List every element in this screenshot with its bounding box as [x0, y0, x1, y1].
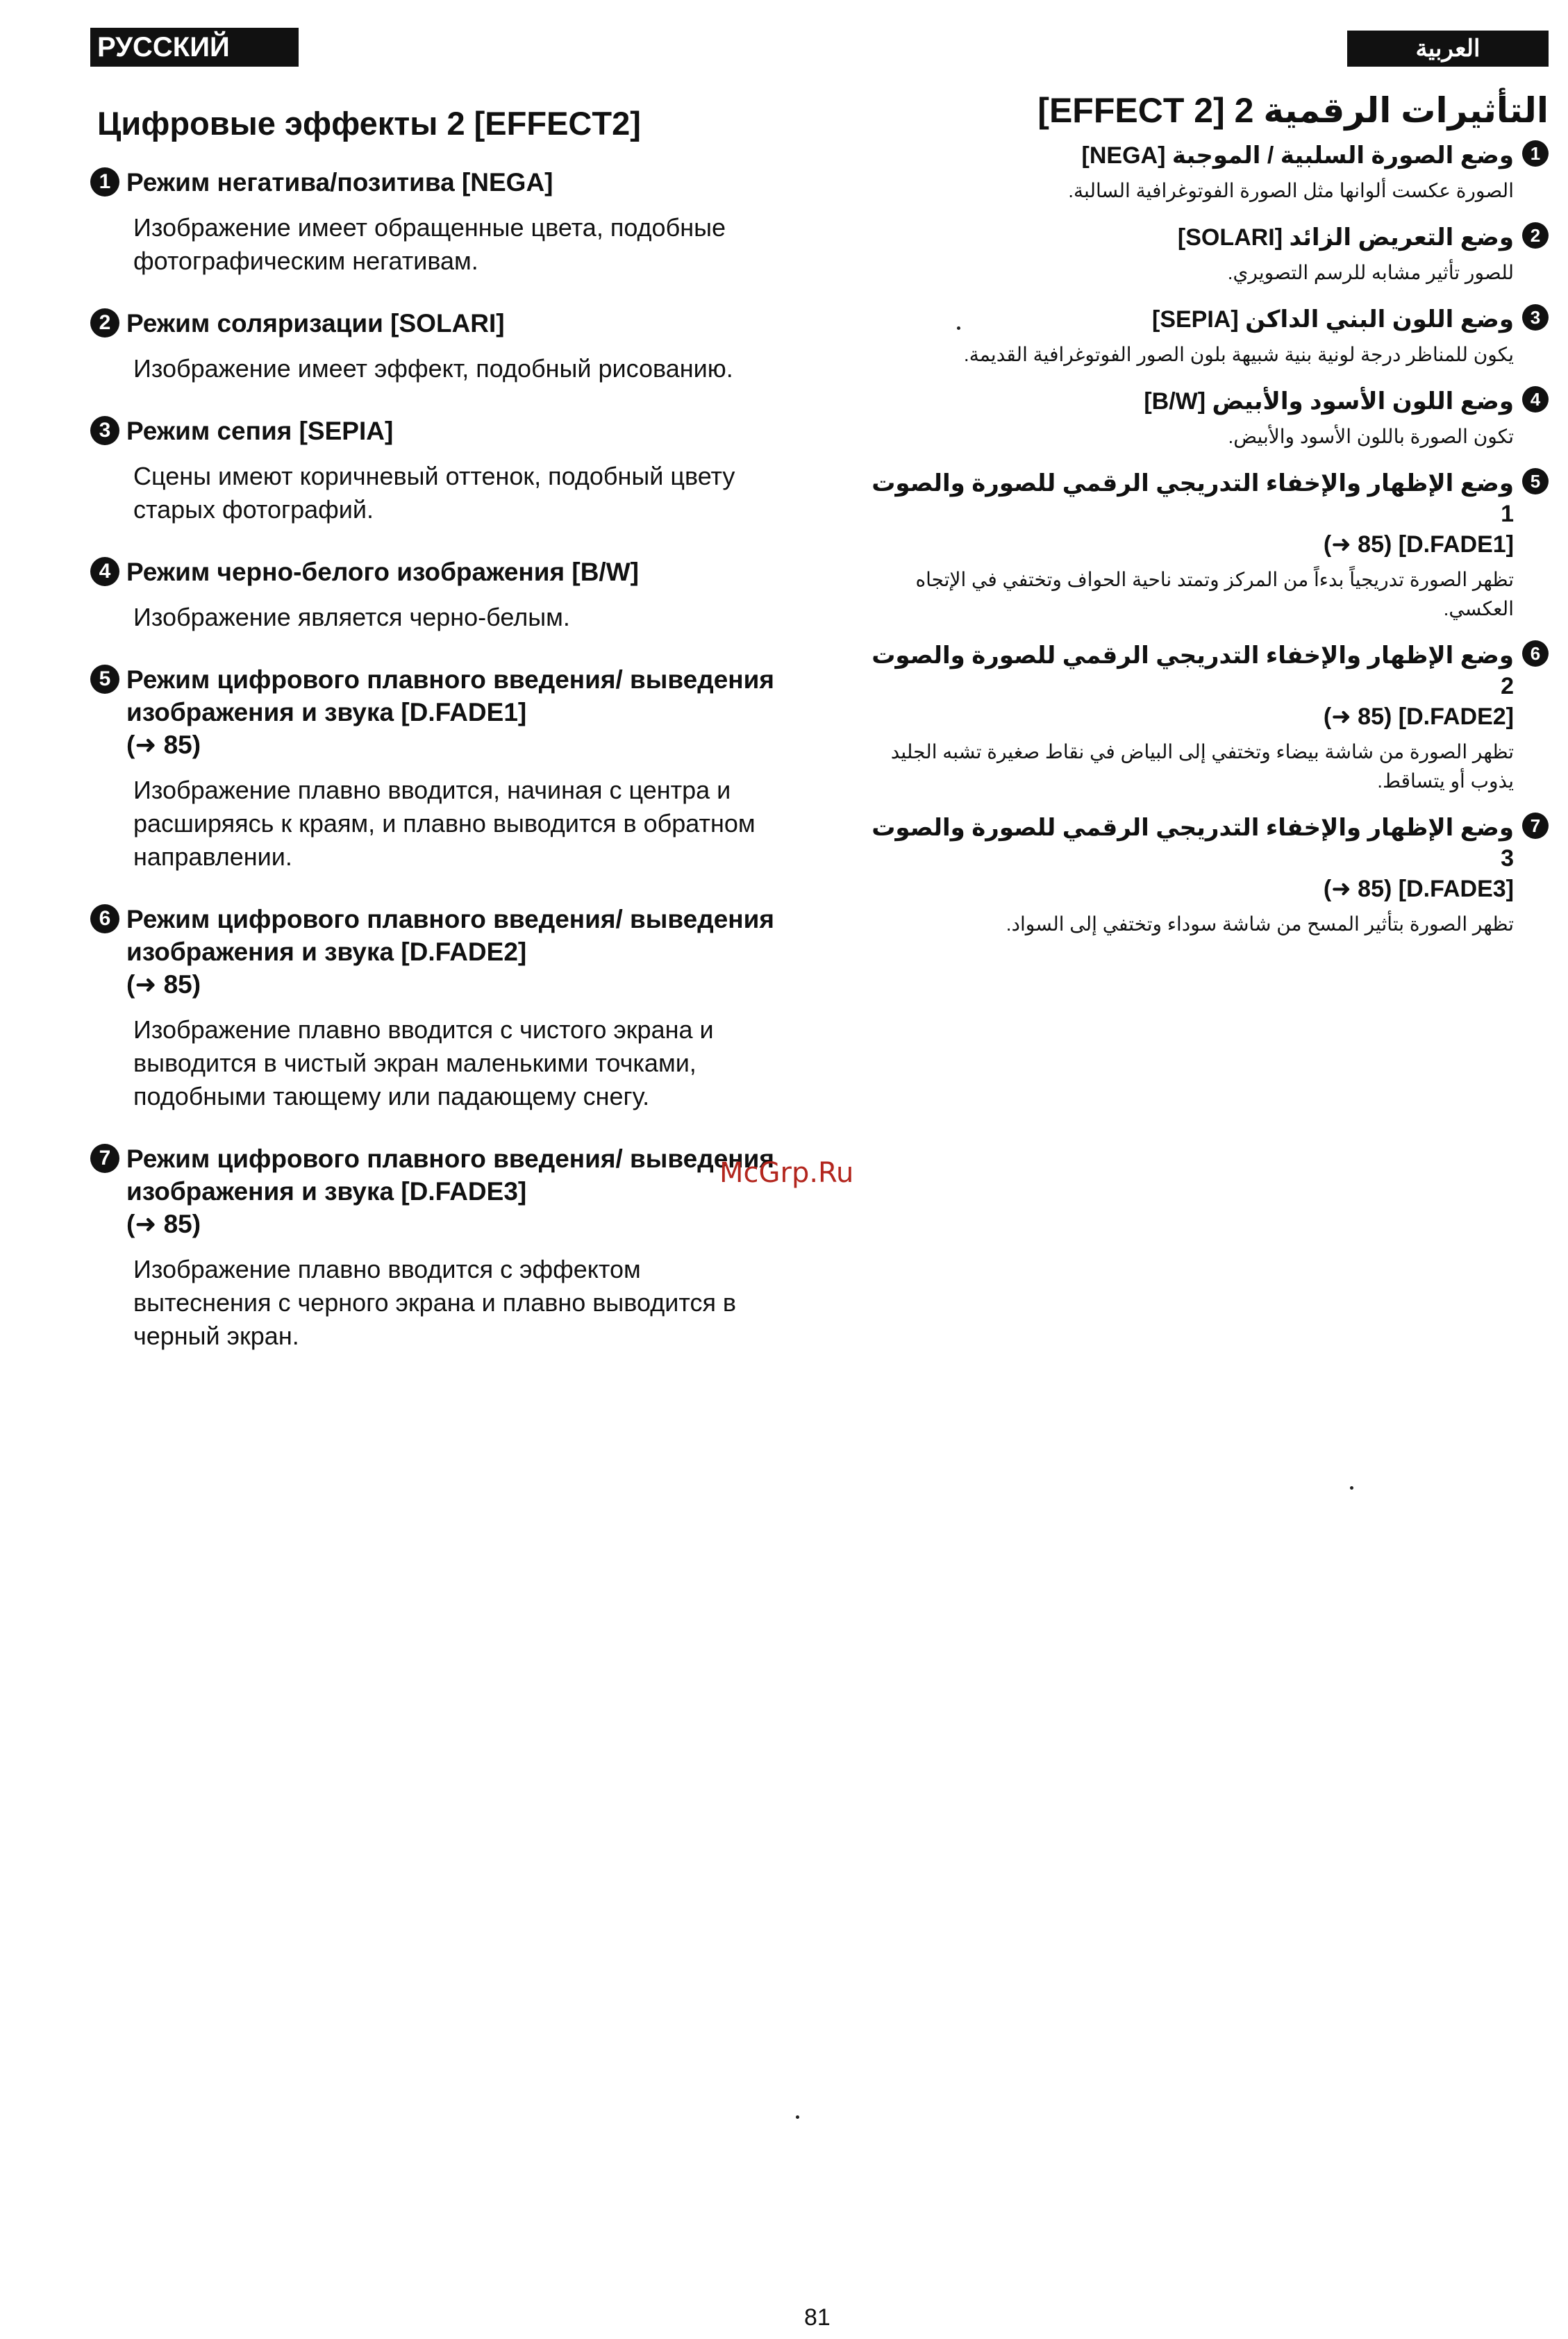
number-badge: 2 — [1522, 222, 1549, 249]
item-description: Изображение имеет эффект, подобный рисованию. — [133, 354, 733, 383]
number-badge: 3 — [90, 416, 119, 445]
item-description: Изображение плавно вводится с эффектом вытеснения с черного экрана и плавно выводится в черный экран. — [133, 1255, 737, 1350]
item-description: تظهر الصورة تدريجياً بدءاً من المركز وتمتد ناحية الحواف وتختفي في الإتجاه العكسي. — [915, 569, 1514, 619]
item-description: Сцены имеют коричневый оттенок, подобный цвету старых фотографий. — [133, 462, 735, 524]
item-heading: Режим черно-белого изображения [B/W] — [126, 558, 639, 586]
number-badge: 3 — [1522, 304, 1549, 331]
stray-dot — [796, 2115, 799, 2119]
arabic-item — [854, 468, 1549, 624]
number-badge: 1 — [1522, 140, 1549, 167]
number-badge: 4 — [90, 557, 119, 586]
item-description: الصورة عكست ألوانها مثل الصورة الفوتوغرافية السالبة. — [1068, 180, 1514, 201]
item-heading: وضع الصورة السلبية / الموجبة [NEGA] — [1081, 142, 1514, 169]
number-badge: 4 — [1522, 386, 1549, 413]
item-description: تظهر الصورة بتأثير المسح من شاشة سوداء وتختفي إلى السواد. — [1006, 913, 1514, 935]
russian-item — [90, 307, 785, 385]
russian-item — [90, 556, 785, 634]
number-badge: 6 — [1522, 640, 1549, 667]
russian-item — [90, 1142, 785, 1353]
item-heading: Режим сепия [SEPIA] — [126, 417, 394, 445]
item-heading: Режим цифрового плавного введения/ выведения изображения и звука [D.FADE1] — [126, 665, 774, 726]
page-number: 81 — [804, 2304, 831, 2331]
item-description: Изображение плавно вводится с чистого экрана и выводится в чистый экран маленькими точками, подобными тающему или падающему снегу. — [133, 1015, 714, 1110]
arabic-item — [854, 222, 1549, 288]
item-heading: Режим цифрового плавного введения/ выведения изображения и звука [D.FADE2] — [126, 905, 774, 966]
item-heading: وضع الإظهار والإخفاء التدريجي الرقمي للصورة والصوت 2 — [871, 642, 1514, 699]
number-badge: 5 — [1522, 468, 1549, 494]
item-description: Изображение имеет обращенные цвета, подобные фотографическим негативам. — [133, 213, 726, 275]
item-description: للصور تأثير مشابه للرسم التصويري. — [1227, 262, 1514, 283]
stray-dot — [1350, 1486, 1353, 1490]
page-reference: (➜ 85) [D.FADE2] — [1323, 704, 1514, 730]
russian-page-title: Цифровые эффекты 2 [EFFECT2] — [97, 105, 641, 142]
russian-column — [90, 97, 785, 1382]
arabic-item — [854, 640, 1549, 796]
arabic-item — [854, 386, 1549, 451]
watermark: McGrp.Ru — [719, 1157, 854, 1189]
russian-item — [90, 903, 785, 1113]
arabic-item — [854, 140, 1549, 206]
number-badge: 7 — [1522, 813, 1549, 839]
page-reference: (➜ 85) [D.FADE1] — [1323, 531, 1514, 558]
number-badge: 7 — [90, 1144, 119, 1173]
arabic-page-title: التأثيرات الرقمية 2 [EFFECT 2] — [1037, 91, 1549, 130]
number-badge: 5 — [90, 665, 119, 694]
item-heading: وضع اللون الأسود والأبيض [B/W] — [1144, 388, 1514, 415]
item-description: Изображение является черно-белым. — [133, 603, 570, 631]
item-heading: وضع الإظهار والإخفاء التدريجي الرقمي للصورة والصوت 1 — [871, 470, 1514, 527]
number-badge: 6 — [90, 904, 119, 933]
item-heading: Режим цифрового плавного введения/ выведения изображения и звука [D.FADE3] — [126, 1144, 774, 1206]
page-reference: (➜ 85) [D.FADE3] — [1323, 876, 1514, 902]
page-reference: (➜ 85) — [126, 970, 201, 999]
item-heading: وضع اللون البني الداكن [SEPIA] — [1152, 306, 1514, 333]
russian-language-tab: РУССКИЙ ЯЗЫК — [90, 28, 299, 67]
stray-dot — [957, 326, 960, 330]
item-heading: Режим негатива/позитива [NEGA] — [126, 168, 553, 197]
russian-item — [90, 166, 785, 278]
number-badge: 1 — [90, 167, 119, 197]
item-description: يكون للمناظر درجة لونية بنية شبيهة بلون الصور الفوتوغرافية القديمة. — [963, 344, 1514, 365]
item-heading: وضع الإظهار والإخفاء التدريجي الرقمي للصورة والصوت 3 — [871, 815, 1514, 872]
item-heading: Режим соляризации [SOLARI] — [126, 309, 505, 338]
arabic-item — [854, 304, 1549, 369]
item-description: تظهر الصورة من شاشة بيضاء وتختفي إلى البياض في نقاط صغيرة تشبه الجليد يذوب أو يتساقط. — [890, 741, 1514, 792]
number-badge: 2 — [90, 308, 119, 338]
arabic-language-tab: العربية — [1347, 31, 1549, 67]
russian-item — [90, 415, 785, 526]
page-reference: (➜ 85) — [126, 731, 201, 759]
item-heading: وضع التعريض الزائد [SOLARI] — [1177, 224, 1514, 251]
page-reference: (➜ 85) — [126, 1210, 201, 1238]
arabic-item — [854, 813, 1549, 939]
arabic-column — [854, 90, 1549, 956]
item-description: تكون الصورة باللون الأسود والأبيض. — [1228, 426, 1514, 447]
item-description: Изображение плавно вводится, начиная с центра и расширяясь к краям, и плавно выводится в обратном направлении. — [133, 776, 756, 871]
russian-item — [90, 663, 785, 874]
